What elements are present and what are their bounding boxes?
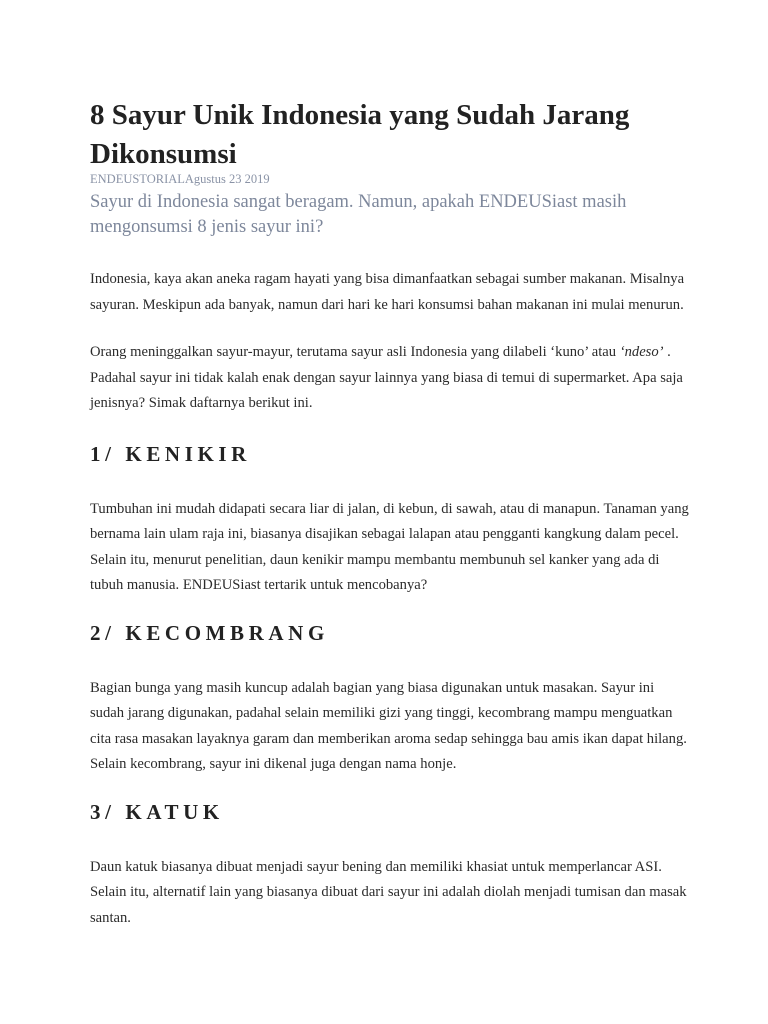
intro-paragraph-1: Indonesia, kaya akan aneka ragam hayati yang bisa dimanfaatkan sebagai sumber makanan. Misalnya sayuran. Meskipun ada banyak, namun dari hari ke hari konsumsi bahan makanan ini mulai menurun. <box>90 271 685 313</box>
intro-paragraph-2-emphasis: ‘ndeso’ <box>619 344 664 360</box>
article-title: 8 Sayur Unik Indonesia yang Sudah Jarang Dikonsumsi <box>90 99 630 170</box>
intro-paragraph-2-text-a: Orang meninggalkan sayur-mayur, terutama sayur asli Indonesia yang dilabeli ‘kuno’ atau <box>90 344 620 360</box>
section-heading-katuk: 3/ KATUK <box>90 799 224 824</box>
section-heading-kenikir: 1/ KENIKIR <box>90 441 251 466</box>
article-meta: ENDEUSTORIALAgustus 23 2019 <box>90 172 270 186</box>
section-body-kecombrang: Bagian bunga yang masih kuncup adalah bagian yang biasa digunakan untuk masakan. Sayur ini sudah jarang digunakan, padahal selain memiliki gizi yang tinggi, kecombrang mampu menguatkan cita rasa masakan layaknya garam dan memberikan aroma sedap sehingga bau amis ikan dapat hilang. Selain kecombrang, sayur ini dikenal juga dengan nama honje. <box>90 679 687 772</box>
intro-paragraph-2-text-b: . Padahal sayur ini tidak kalah enak dengan sayur lainnya yang biasa di temui di supermarket. Apa saja jenisnya? Simak daftarnya berikut ini. <box>90 344 683 411</box>
intro-paragraph-2 <box>90 340 690 417</box>
article-lead: Sayur di Indonesia sangat beragam. Namun, apakah ENDEUSiast masih mengonsumsi 8 jenis sayur ini? <box>90 192 627 237</box>
section-body-kenikir: Tumbuhan ini mudah didapati secara liar di jalan, di kebun, di sawah, atau di manapun. Tanaman yang bernama lain ulam raja ini, biasanya disajikan sebagai lalapan atau pengganti kangkung dalam pecel. Selain itu, menurut penelitian, daun kenikir mampu membantu membunuh sel kanker yang ada di tubuh manusia. ENDEUSiast tertarik untuk mencobanya? <box>90 500 689 593</box>
section-body-katuk: Daun katuk biasanya dibuat menjadi sayur bening dan memiliki khasiat untuk memperlancar ASI. Selain itu, alternatif lain yang biasanya dibuat dari sayur ini adalah diolah menjadi tumisan dan masak santan. <box>90 858 687 926</box>
section-heading-kecombrang: 2/ KECOMBRANG <box>90 620 329 645</box>
article <box>90 96 690 931</box>
